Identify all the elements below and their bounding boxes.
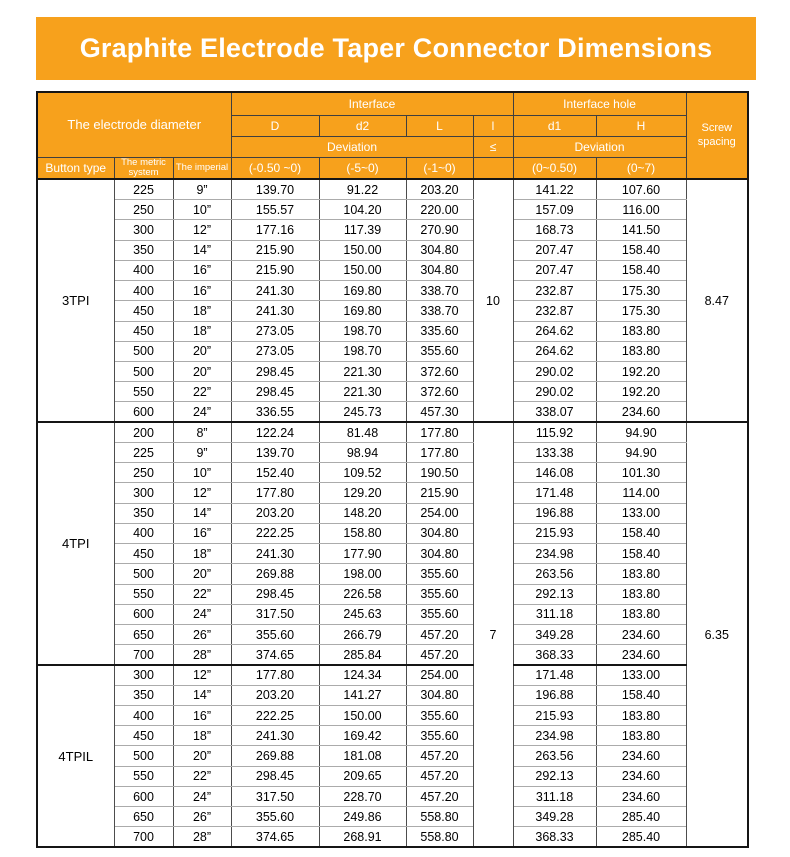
cell-L: 304.80 [406, 544, 473, 564]
cell-imperial: 24” [173, 786, 231, 806]
cell-D: 241.30 [231, 544, 319, 564]
cell-L: 355.60 [406, 705, 473, 725]
header-col-D: D [231, 115, 319, 136]
header-electrode-diameter: The electrode diameter [37, 92, 231, 157]
cell-D: 273.05 [231, 321, 319, 341]
table-row [37, 422, 748, 442]
cell-d2: 148.20 [319, 503, 406, 523]
cell-metric: 400 [114, 281, 173, 301]
table-row [37, 645, 748, 665]
cell-D: 177.16 [231, 220, 319, 240]
cell-imperial: 18” [173, 726, 231, 746]
cell-H: 183.80 [596, 726, 686, 746]
cell-imperial: 9” [173, 179, 231, 199]
cell-screw-spacing: 8.47 [686, 179, 748, 422]
cell-H: 234.60 [596, 625, 686, 645]
cell-d2: 266.79 [319, 625, 406, 645]
cell-imperial: 12” [173, 220, 231, 240]
header-deviation-d2: (-5~0) [319, 157, 406, 179]
table-row [37, 685, 748, 705]
section-label-3tpi: 3TPI [37, 179, 114, 422]
cell-d1: 349.28 [513, 807, 596, 827]
cell-L: 304.80 [406, 523, 473, 543]
cell-d2: 150.00 [319, 260, 406, 280]
cell-L: 457.30 [406, 402, 473, 422]
cell-d2: 228.70 [319, 786, 406, 806]
cell-imperial: 18” [173, 301, 231, 321]
cell-d2: 81.48 [319, 422, 406, 442]
table-row [37, 503, 748, 523]
table-row [37, 584, 748, 604]
cell-H: 116.00 [596, 200, 686, 220]
cell-D: 222.25 [231, 705, 319, 725]
cell-imperial: 16” [173, 260, 231, 280]
cell-imperial: 12” [173, 483, 231, 503]
cell-L: 270.90 [406, 220, 473, 240]
cell-d1: 141.22 [513, 179, 596, 199]
header-interface: Interface [231, 92, 513, 115]
cell-D: 298.45 [231, 361, 319, 381]
table-row [37, 442, 748, 462]
cell-d2: 245.73 [319, 402, 406, 422]
cell-metric: 450 [114, 544, 173, 564]
cell-D: 355.60 [231, 625, 319, 645]
cell-d1: 232.87 [513, 301, 596, 321]
cell-H: 175.30 [596, 281, 686, 301]
cell-d1: 115.92 [513, 422, 596, 442]
cell-D: 298.45 [231, 382, 319, 402]
cell-imperial: 12” [173, 665, 231, 685]
cell-imperial: 24” [173, 402, 231, 422]
cell-L: 254.00 [406, 503, 473, 523]
header-deviation-H: (0~7) [596, 157, 686, 179]
table-row [37, 382, 748, 402]
cell-L: 338.70 [406, 281, 473, 301]
cell-D: 203.20 [231, 685, 319, 705]
table-row [37, 544, 748, 564]
cell-d2: 98.94 [319, 442, 406, 462]
cell-screw-spacing: 6.35 [686, 422, 748, 847]
header-col-l: l [473, 115, 513, 136]
cell-H: 158.40 [596, 260, 686, 280]
cell-metric: 200 [114, 422, 173, 442]
cell-D: 355.60 [231, 807, 319, 827]
cell-d1: 263.56 [513, 746, 596, 766]
cell-L: 355.60 [406, 604, 473, 624]
cell-L: 457.20 [406, 625, 473, 645]
cell-d1: 290.02 [513, 382, 596, 402]
cell-d2: 198.00 [319, 564, 406, 584]
cell-d2: 141.27 [319, 685, 406, 705]
cell-imperial: 26” [173, 625, 231, 645]
cell-H: 285.40 [596, 827, 686, 847]
cell-imperial: 10” [173, 200, 231, 220]
cell-L: 355.60 [406, 564, 473, 584]
cell-D: 139.70 [231, 442, 319, 462]
table-row [37, 301, 748, 321]
cell-L: 558.80 [406, 827, 473, 847]
cell-L: 190.50 [406, 463, 473, 483]
table-row [37, 807, 748, 827]
cell-d1: 338.07 [513, 402, 596, 422]
cell-H: 183.80 [596, 341, 686, 361]
header-deviation-l-empty [473, 157, 513, 179]
cell-H: 158.40 [596, 523, 686, 543]
header-deviation-L: (-1~0) [406, 157, 473, 179]
cell-d2: 209.65 [319, 766, 406, 786]
cell-D: 203.20 [231, 503, 319, 523]
table-row [37, 604, 748, 624]
cell-d2: 285.84 [319, 645, 406, 665]
cell-metric: 650 [114, 625, 173, 645]
table-row [37, 281, 748, 301]
cell-d1: 368.33 [513, 645, 596, 665]
cell-d1: 263.56 [513, 564, 596, 584]
header-deviation-interface: Deviation [231, 136, 473, 157]
cell-d1: 290.02 [513, 361, 596, 381]
header-deviation-d1: (0~0.50) [513, 157, 596, 179]
header-col-d2: d2 [319, 115, 406, 136]
cell-D: 374.65 [231, 827, 319, 847]
table-row [37, 726, 748, 746]
cell-H: 158.40 [596, 685, 686, 705]
cell-metric: 500 [114, 361, 173, 381]
cell-imperial: 24” [173, 604, 231, 624]
cell-imperial: 22” [173, 382, 231, 402]
header-interface-hole: Interface hole [513, 92, 686, 115]
cell-metric: 350 [114, 503, 173, 523]
cell-metric: 400 [114, 260, 173, 280]
cell-d1: 292.13 [513, 766, 596, 786]
cell-d1: 133.38 [513, 442, 596, 462]
cell-H: 94.90 [596, 422, 686, 442]
cell-d1: 207.47 [513, 260, 596, 280]
cell-H: 192.20 [596, 382, 686, 402]
cell-metric: 225 [114, 442, 173, 462]
cell-d2: 226.58 [319, 584, 406, 604]
cell-D: 317.50 [231, 604, 319, 624]
section-label-4tpil: 4TPIL [37, 665, 114, 847]
cell-metric: 350 [114, 685, 173, 705]
cell-d2: 169.80 [319, 301, 406, 321]
cell-L: 355.60 [406, 584, 473, 604]
dimensions-table [36, 91, 749, 848]
cell-H: 234.60 [596, 746, 686, 766]
cell-L: 457.20 [406, 645, 473, 665]
cell-d2: 104.20 [319, 200, 406, 220]
cell-H: 234.60 [596, 766, 686, 786]
cell-D: 152.40 [231, 463, 319, 483]
table-row [37, 665, 748, 685]
cell-H: 101.30 [596, 463, 686, 483]
cell-d2: 158.80 [319, 523, 406, 543]
cell-H: 158.40 [596, 240, 686, 260]
cell-imperial: 20” [173, 361, 231, 381]
cell-metric: 250 [114, 463, 173, 483]
header-button-type: Button type [37, 157, 114, 179]
cell-D: 241.30 [231, 726, 319, 746]
table-row [37, 483, 748, 503]
cell-D: 298.45 [231, 766, 319, 786]
cell-L: 558.80 [406, 807, 473, 827]
cell-d1: 368.33 [513, 827, 596, 847]
cell-metric: 700 [114, 827, 173, 847]
table-row [37, 705, 748, 725]
cell-H: 107.60 [596, 179, 686, 199]
table-row [37, 463, 748, 483]
header-col-H: H [596, 115, 686, 136]
cell-d1: 234.98 [513, 726, 596, 746]
cell-imperial: 28” [173, 645, 231, 665]
cell-imperial: 16” [173, 523, 231, 543]
table-row [37, 240, 748, 260]
cell-H: 234.60 [596, 786, 686, 806]
cell-metric: 700 [114, 645, 173, 665]
cell-D: 374.65 [231, 645, 319, 665]
cell-H: 133.00 [596, 503, 686, 523]
cell-d2: 245.63 [319, 604, 406, 624]
cell-L: 304.80 [406, 260, 473, 280]
cell-d2: 249.86 [319, 807, 406, 827]
cell-metric: 650 [114, 807, 173, 827]
cell-L: 457.20 [406, 786, 473, 806]
header-metric-system: The metric system [114, 157, 173, 179]
cell-D: 122.24 [231, 422, 319, 442]
cell-L: 355.60 [406, 726, 473, 746]
cell-d1: 264.62 [513, 341, 596, 361]
cell-d2: 150.00 [319, 240, 406, 260]
cell-H: 183.80 [596, 564, 686, 584]
cell-H: 183.80 [596, 321, 686, 341]
header-col-L: L [406, 115, 473, 136]
cell-d2: 169.42 [319, 726, 406, 746]
cell-l-max: 7 [473, 422, 513, 847]
cell-d2: 91.22 [319, 179, 406, 199]
cell-imperial: 16” [173, 705, 231, 725]
cell-d2: 117.39 [319, 220, 406, 240]
cell-d1: 171.48 [513, 483, 596, 503]
cell-d1: 215.93 [513, 705, 596, 725]
cell-H: 234.60 [596, 645, 686, 665]
cell-d2: 129.20 [319, 483, 406, 503]
cell-imperial: 16” [173, 281, 231, 301]
cell-metric: 500 [114, 746, 173, 766]
cell-L: 203.20 [406, 179, 473, 199]
cell-metric: 225 [114, 179, 173, 199]
cell-imperial: 20” [173, 746, 231, 766]
cell-metric: 550 [114, 766, 173, 786]
cell-imperial: 28” [173, 827, 231, 847]
cell-imperial: 20” [173, 341, 231, 361]
table-row [37, 827, 748, 847]
header-lte-symbol: ≤ [473, 136, 513, 157]
cell-d1: 234.98 [513, 544, 596, 564]
cell-H: 114.00 [596, 483, 686, 503]
cell-D: 269.88 [231, 746, 319, 766]
cell-d1: 196.88 [513, 503, 596, 523]
cell-D: 215.90 [231, 240, 319, 260]
cell-d2: 150.00 [319, 705, 406, 725]
cell-D: 241.30 [231, 281, 319, 301]
cell-imperial: 26” [173, 807, 231, 827]
cell-L: 355.60 [406, 341, 473, 361]
cell-d2: 124.34 [319, 665, 406, 685]
cell-d2: 177.90 [319, 544, 406, 564]
cell-imperial: 14” [173, 685, 231, 705]
cell-D: 269.88 [231, 564, 319, 584]
cell-metric: 500 [114, 564, 173, 584]
table-row [37, 766, 748, 786]
cell-metric: 300 [114, 220, 173, 240]
cell-d1: 196.88 [513, 685, 596, 705]
cell-d2: 181.08 [319, 746, 406, 766]
cell-imperial: 22” [173, 766, 231, 786]
header-imperial: The imperial [173, 157, 231, 179]
table-row [37, 200, 748, 220]
cell-D: 222.25 [231, 523, 319, 543]
cell-d2: 169.80 [319, 281, 406, 301]
cell-L: 304.80 [406, 240, 473, 260]
table-body [37, 179, 748, 847]
cell-H: 183.80 [596, 705, 686, 725]
cell-imperial: 8” [173, 422, 231, 442]
table-row [37, 786, 748, 806]
cell-imperial: 20” [173, 564, 231, 584]
cell-d2: 268.91 [319, 827, 406, 847]
cell-d1: 171.48 [513, 665, 596, 685]
cell-imperial: 18” [173, 544, 231, 564]
cell-metric: 300 [114, 665, 173, 685]
cell-L: 335.60 [406, 321, 473, 341]
cell-L: 372.60 [406, 382, 473, 402]
cell-metric: 300 [114, 483, 173, 503]
cell-D: 317.50 [231, 786, 319, 806]
cell-d2: 221.30 [319, 382, 406, 402]
table-row [37, 523, 748, 543]
cell-metric: 500 [114, 341, 173, 361]
cell-H: 141.50 [596, 220, 686, 240]
header-screw-spacing: Screw spacing [686, 92, 748, 179]
cell-imperial: 14” [173, 503, 231, 523]
cell-L: 215.90 [406, 483, 473, 503]
table-row [37, 746, 748, 766]
table-row [37, 179, 748, 199]
cell-imperial: 14” [173, 240, 231, 260]
cell-d2: 109.52 [319, 463, 406, 483]
cell-metric: 450 [114, 726, 173, 746]
header-deviation-hole: Deviation [513, 136, 686, 157]
cell-metric: 550 [114, 584, 173, 604]
cell-D: 155.57 [231, 200, 319, 220]
cell-d1: 311.18 [513, 786, 596, 806]
cell-metric: 350 [114, 240, 173, 260]
cell-d1: 215.93 [513, 523, 596, 543]
cell-metric: 250 [114, 200, 173, 220]
cell-imperial: 10” [173, 463, 231, 483]
cell-L: 220.00 [406, 200, 473, 220]
cell-metric: 550 [114, 382, 173, 402]
cell-D: 139.70 [231, 179, 319, 199]
cell-L: 338.70 [406, 301, 473, 321]
cell-metric: 400 [114, 705, 173, 725]
table-row [37, 402, 748, 422]
cell-imperial: 18” [173, 321, 231, 341]
cell-metric: 400 [114, 523, 173, 543]
table-row [37, 321, 748, 341]
cell-L: 457.20 [406, 766, 473, 786]
cell-D: 177.80 [231, 483, 319, 503]
cell-imperial: 9” [173, 442, 231, 462]
cell-H: 192.20 [596, 361, 686, 381]
cell-D: 215.90 [231, 260, 319, 280]
cell-d1: 168.73 [513, 220, 596, 240]
cell-imperial: 22” [173, 584, 231, 604]
cell-H: 234.60 [596, 402, 686, 422]
cell-L: 254.00 [406, 665, 473, 685]
cell-d1: 157.09 [513, 200, 596, 220]
table-row [37, 625, 748, 645]
cell-metric: 450 [114, 301, 173, 321]
cell-L: 304.80 [406, 685, 473, 705]
cell-d2: 198.70 [319, 321, 406, 341]
cell-d1: 207.47 [513, 240, 596, 260]
cell-d1: 349.28 [513, 625, 596, 645]
cell-d1: 311.18 [513, 604, 596, 624]
header-deviation-D: (-0.50 ~0) [231, 157, 319, 179]
table-row [37, 564, 748, 584]
cell-d1: 232.87 [513, 281, 596, 301]
table-row [37, 260, 748, 280]
cell-D: 241.30 [231, 301, 319, 321]
cell-H: 94.90 [596, 442, 686, 462]
cell-metric: 600 [114, 402, 173, 422]
cell-metric: 600 [114, 604, 173, 624]
cell-D: 273.05 [231, 341, 319, 361]
cell-d2: 198.70 [319, 341, 406, 361]
table-header [37, 92, 748, 179]
cell-d1: 146.08 [513, 463, 596, 483]
cell-l-max: 10 [473, 179, 513, 422]
table-row [37, 361, 748, 381]
cell-d1: 292.13 [513, 584, 596, 604]
title-banner [36, 17, 756, 80]
section-label-4tpi: 4TPI [37, 422, 114, 665]
cell-metric: 450 [114, 321, 173, 341]
header-col-d1: d1 [513, 115, 596, 136]
cell-H: 183.80 [596, 584, 686, 604]
cell-D: 336.55 [231, 402, 319, 422]
cell-L: 177.80 [406, 442, 473, 462]
cell-H: 158.40 [596, 544, 686, 564]
page-title: Graphite Electrode Taper Connector Dimensions [79, 33, 713, 63]
table-row [37, 220, 748, 240]
cell-H: 285.40 [596, 807, 686, 827]
cell-D: 177.80 [231, 665, 319, 685]
cell-D: 298.45 [231, 584, 319, 604]
cell-d2: 221.30 [319, 361, 406, 381]
cell-L: 457.20 [406, 746, 473, 766]
cell-L: 177.80 [406, 422, 473, 442]
cell-H: 175.30 [596, 301, 686, 321]
table-row [37, 341, 748, 361]
cell-metric: 600 [114, 786, 173, 806]
cell-H: 183.80 [596, 604, 686, 624]
cell-H: 133.00 [596, 665, 686, 685]
cell-d1: 264.62 [513, 321, 596, 341]
cell-L: 372.60 [406, 361, 473, 381]
